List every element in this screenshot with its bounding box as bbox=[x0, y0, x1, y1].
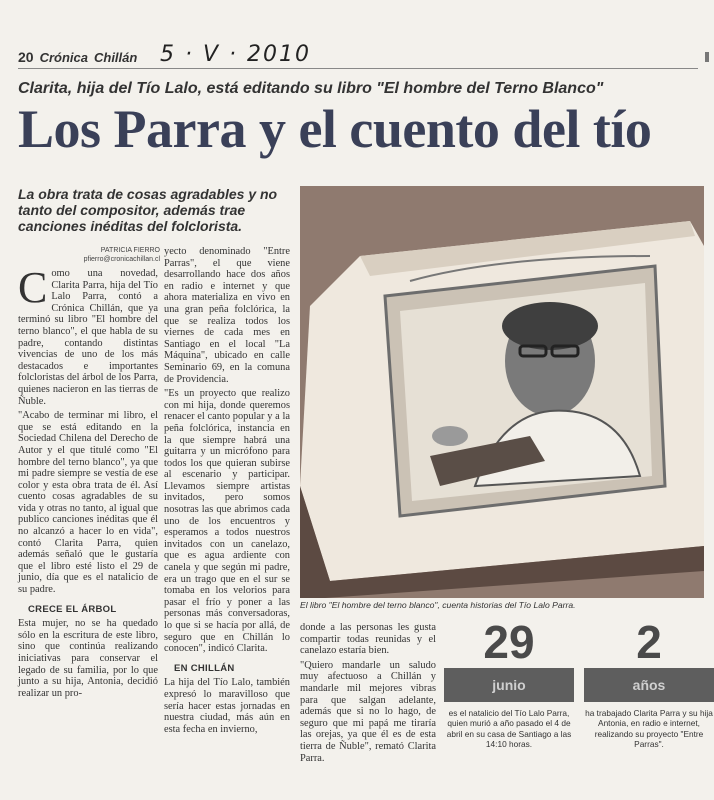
photo-caption: El libro "El hombre del terno blanco", cuenta historias del Tío Lalo Parra. bbox=[300, 600, 576, 610]
fact-text: ha trabajado Clarita Parra y su hija Antonia, en radio e internet, realizando su proyecto "Entre Parras". bbox=[585, 708, 713, 750]
subhead-chillan: EN CHILLÁN bbox=[174, 662, 235, 674]
page-number: 20 bbox=[18, 49, 34, 65]
fact-label: junio bbox=[444, 668, 574, 702]
fact-box-birthday bbox=[444, 618, 574, 750]
page-edge-mark bbox=[705, 52, 709, 62]
deck: La obra trata de cosas agradables y no tanto del compositor, además trae canciones inéditas del folclorista. bbox=[18, 186, 278, 234]
kicker: Clarita, hija del Tío Lalo, está editando su libro "El hombre del Terno Blanco" bbox=[18, 80, 604, 97]
subhead-crece: CRECE EL ÁRBOL bbox=[28, 603, 117, 615]
paragraph: La hija del Tío Lalo, también expresó lo maravilloso que sería hacer estas jornadas en nuestra ciudad, más aún en esta fecha en invierno, bbox=[164, 677, 290, 735]
book-illustration bbox=[300, 186, 704, 598]
byline-name: PATRICIA FIERRO bbox=[100, 247, 160, 254]
paragraph: "Es un proyecto que realizo con mi hija, donde queremos renacer el canto popular y a la peña folclórica, instancia en la que siempre habrá una guitarra y un micrófono para todos los que quieran subirse al escenario y participar. Llevamos siempre artistas invitados, pero somos nosotras las que abrimos cada uno de los encuentros y esperamos a todos nuestros invitados con un canelazo, que es agua ardiente con canela y que según mi padre, era un trago que en el sur se tomaba en los velorios para pasar el frío y poner a las personas más conversadoras, lo que si se hacía por allá, de seguro que en Chillán lo conocen", indicó Clarita. bbox=[164, 388, 290, 655]
body-column-1 bbox=[18, 263, 158, 702]
paragraph: omo una novedad, Clarita Parra, hija del Tío Lalo Parra, contó a Crónica Chillán, que ya terminó su libro "El hombre del terno blanco", el que habla de su padre, contando distintas vivencias de uno de los más destacados e importantes folcloristas del árbol de los Parra, quienes nacieron en las tierras de Ñuble. bbox=[18, 268, 158, 407]
paragraph: yecto denominado "Entre Parras", el que viene desarrollando hace dos años en radio e internet y que ahora materializa en vivo en una gran peña folclórica, la que se realiza todos los viernes de cada mes en Santiago en el local "La Máquina", ubicado en calle Seminario 69, en la comuna de Providencia. bbox=[164, 246, 290, 385]
section-name: Crónica bbox=[39, 49, 88, 65]
paragraph: Esta mujer, no se ha quedado sólo en la escritura de este libro, sino que continúa realizando iniciativas para conservar el legado de su familia, por lo que junto a su hija, Antonia, decidió realizar un pro- bbox=[18, 618, 158, 699]
fact-box-years bbox=[584, 618, 714, 750]
paragraph: donde a las personas les gusta compartir todas reunidas y el canelazo estaría bien. bbox=[300, 622, 436, 657]
fact-number: 2 bbox=[636, 616, 662, 668]
dropcap: C bbox=[18, 263, 48, 312]
headline: Los Parra y el cuento del tío bbox=[18, 99, 652, 159]
body-column-2 bbox=[164, 246, 290, 738]
fact-number: 29 bbox=[483, 616, 535, 668]
byline bbox=[50, 246, 160, 264]
section-city: Chillán bbox=[93, 49, 138, 65]
masthead bbox=[18, 49, 137, 65]
fact-text: es el natalicio del Tío Lalo Parra, quien murió a año pasado el 4 de abril en su casa de Santiago a las 14:10 horas. bbox=[446, 708, 572, 750]
fact-label: años bbox=[584, 668, 714, 702]
body-column-3 bbox=[300, 622, 436, 767]
byline-email: pfierro@cronicachillan.cl bbox=[83, 256, 160, 263]
paragraph: "Quiero mandarle un saludo muy afectuoso a Chillán y mandarle mil mejores vibras para que salgan adelante, además que si no lo hago, de seguro que mi papá me tiraría las orejas, ya que él es de esta tierra de Ñuble", remató Clarita Parra. bbox=[300, 659, 436, 764]
handwritten-date: 5 · V · 2010 bbox=[160, 42, 311, 67]
header-rule bbox=[18, 68, 698, 69]
paragraph: "Acabo de terminar mi libro, el que se está editando en la Sociedad Chilena del Derecho de Autor y el que titulé como "El hombre del terno blanco", ya que mi padre siempre se vestía de ese color y esta obra trata de él. Así cuento cosas agradables de su vida y otras no tanto, al igual que publico canciones inéditas que él no alcanzó a hacer lo en vida", contó Clarita Parra, quien además señaló que le gustaría que el libro esté listo el 29 de junio, día que es el natalicio de su padre. bbox=[18, 410, 158, 596]
book-photo bbox=[300, 186, 704, 598]
